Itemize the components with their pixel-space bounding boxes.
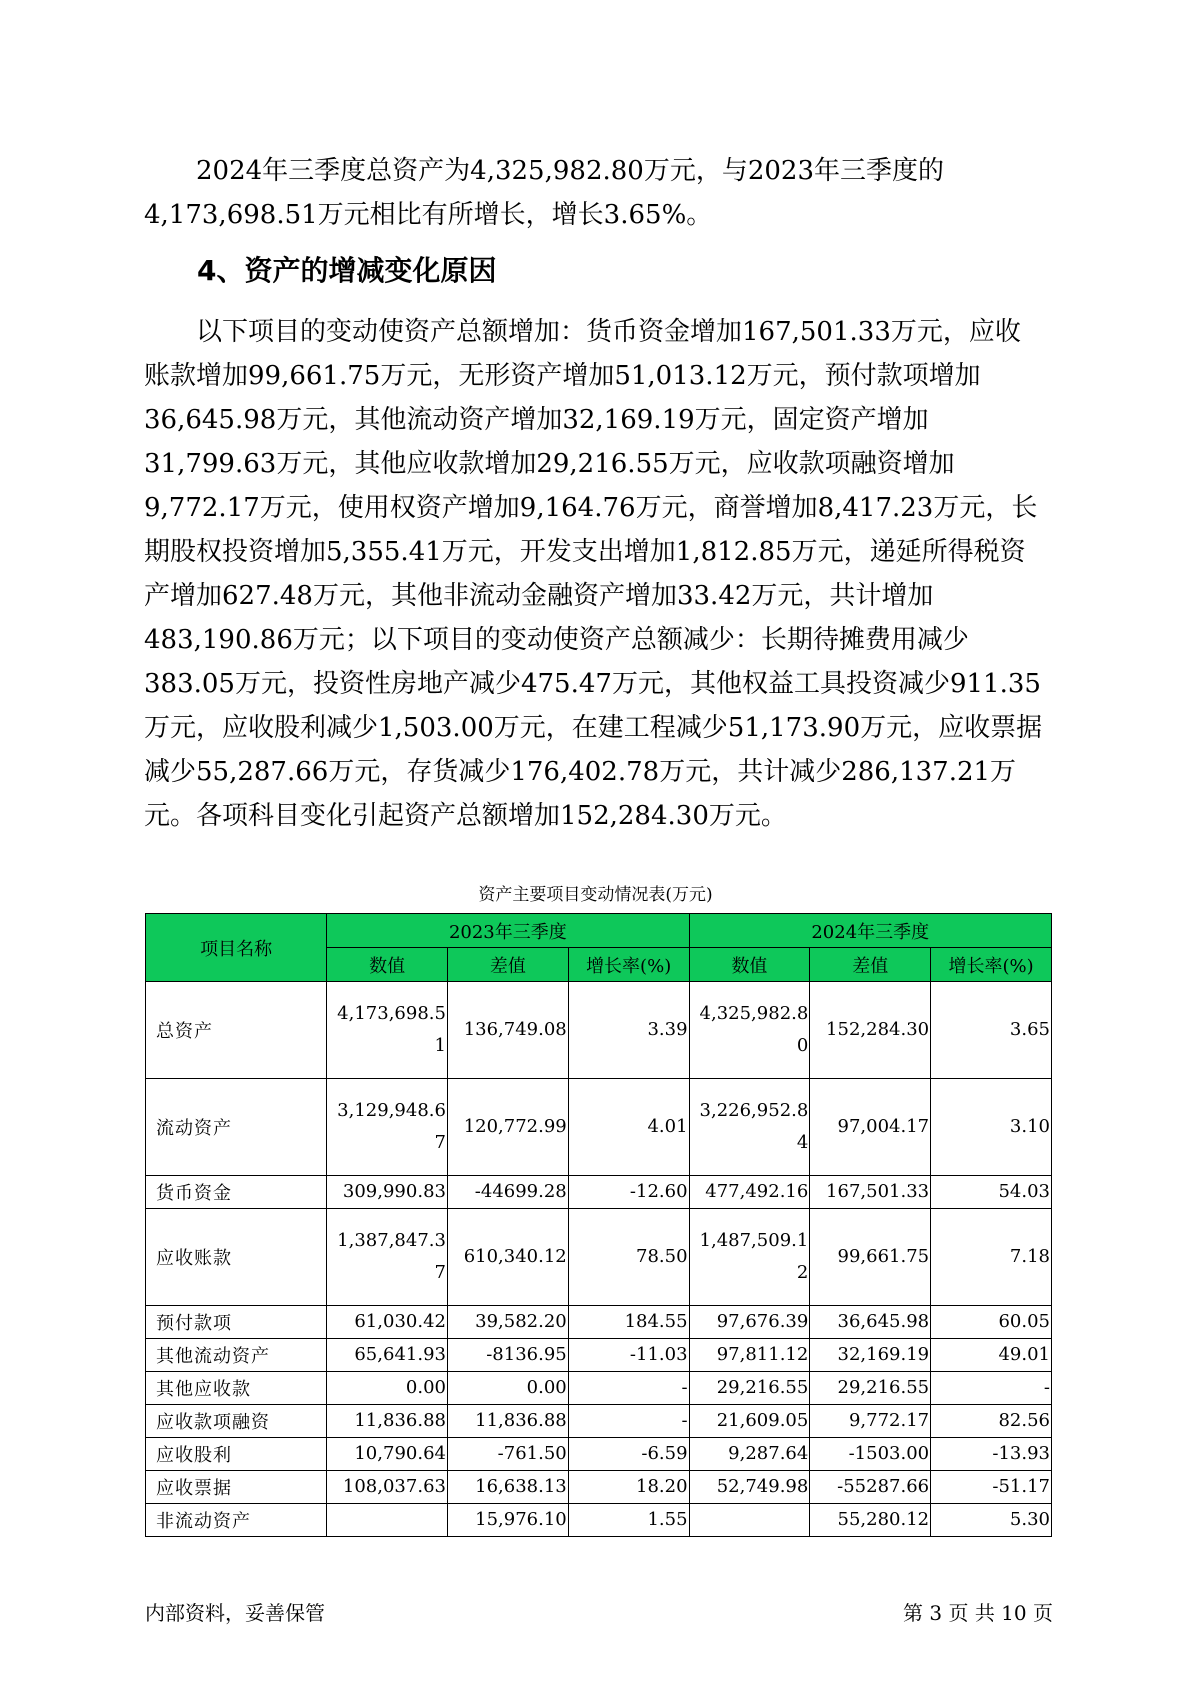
cell-rate-2023: -12.60: [568, 1176, 689, 1209]
header-value-2023: 数值: [327, 948, 448, 982]
cell-diff-2023: -8136.95: [447, 1339, 568, 1372]
cell-value-2023: 309,990.83: [327, 1176, 448, 1209]
cell-value-2024: 97,676.39: [689, 1306, 810, 1339]
table-row: [146, 1306, 1052, 1339]
cell-rate-2024: 82.56: [931, 1405, 1052, 1438]
table-row: [146, 1209, 1052, 1306]
asset-change-table: [145, 913, 1052, 1537]
cell-value-2023: 10,790.64: [327, 1438, 448, 1471]
paragraph-asset-changes-text: 以下项目的变动使资产总额增加：货币资金增加167,501.33万元，应收账款增加99,661.75万元，无形资产增加51,013.12万元，预付款项增加36,645.98万元，其他流动资产增加32,169.19万元，固定资产增加31,799.63万元，其他应收款增加29,216.55万元，应收款项融资增加9,772.17万元，使用权资产增加9,164.76万元，商誉增加8,417.23万元，长期股权投资增加5,355.41万元，开发支出增加1,812.85万元，递延所得税资产增加627.48万元，其他非流动金融资产增加33.42万元，共计增加483,190.86万元；以下项目的变动使资产总额减少：长期待摊费用减少383.05万元，投资性房地产减少475.47万元，其他权益工具投资减少911.35万元，应收股利减少1,503.00万元，在建工程减少51,173.90万元，应收票据减少55,287.66万元，存货减少176,402.78万元，共计减少286,137.21万元。各项科目变化引起资产总额增加152,284.30万元。: [144, 317, 1043, 831]
cell-rate-2023: 184.55: [568, 1306, 689, 1339]
cell-value-2024: 3,226,952.84: [689, 1079, 810, 1176]
table-row: [146, 1471, 1052, 1504]
cell-rate-2024: 3.10: [931, 1079, 1052, 1176]
cell-diff-2024: 29,216.55: [810, 1372, 931, 1405]
table-row: [146, 1372, 1052, 1405]
header-period-2024: 2024年三季度: [689, 914, 1051, 948]
cell-rate-2023: -11.03: [568, 1339, 689, 1372]
cell-value-2023: 0.00: [327, 1372, 448, 1405]
cell-rate-2024: 60.05: [931, 1306, 1052, 1339]
cell-diff-2024: 167,501.33: [810, 1176, 931, 1209]
cell-rate-2024: 49.01: [931, 1339, 1052, 1372]
paragraph-asset-changes: [144, 310, 1044, 838]
cell-value-2024: 9,287.64: [689, 1438, 810, 1471]
cell-rate-2024: 3.65: [931, 982, 1052, 1079]
cell-diff-2023: 16,638.13: [447, 1471, 568, 1504]
table-row: [146, 982, 1052, 1079]
cell-rate-2023: 1.55: [568, 1504, 689, 1537]
row-name: 非流动资产: [146, 1504, 327, 1537]
cell-value-2024: 52,749.98: [689, 1471, 810, 1504]
header-period-2023: 2023年三季度: [327, 914, 689, 948]
cell-value-2023: 4,173,698.51: [327, 982, 448, 1079]
footer-confidential-note: 内部资料，妥善保管: [145, 1601, 325, 1625]
cell-rate-2024: 5.30: [931, 1504, 1052, 1537]
paragraph-total-assets-text: 2024年三季度总资产为4,325,982.80万元，与2023年三季度的4,173,698.51万元相比有所增长，增长3.65%。: [144, 156, 945, 230]
cell-rate-2023: 18.20: [568, 1471, 689, 1504]
cell-value-2024: 21,609.05: [689, 1405, 810, 1438]
cell-value-2024: [689, 1504, 810, 1537]
paragraph-total-assets: [144, 149, 1044, 237]
cell-diff-2023: 15,976.10: [447, 1504, 568, 1537]
header-diff-2024: 差值: [810, 948, 931, 982]
cell-diff-2023: 120,772.99: [447, 1079, 568, 1176]
cell-value-2023: 65,641.93: [327, 1339, 448, 1372]
row-name: 应收账款: [146, 1209, 327, 1306]
table-row: [146, 1438, 1052, 1471]
cell-diff-2024: -1503.00: [810, 1438, 931, 1471]
row-name: 预付款项: [146, 1306, 327, 1339]
cell-diff-2023: -44699.28: [447, 1176, 568, 1209]
cell-value-2023: 61,030.42: [327, 1306, 448, 1339]
cell-diff-2023: -761.50: [447, 1438, 568, 1471]
cell-value-2024: 97,811.12: [689, 1339, 810, 1372]
header-value-2024: 数值: [689, 948, 810, 982]
header-diff-2023: 差值: [447, 948, 568, 982]
cell-diff-2023: 11,836.88: [447, 1405, 568, 1438]
row-name: 其他流动资产: [146, 1339, 327, 1372]
cell-rate-2024: -: [931, 1372, 1052, 1405]
cell-diff-2024: 32,169.19: [810, 1339, 931, 1372]
section-heading: 4、资产的增减变化原因: [197, 254, 497, 287]
table-row: [146, 1176, 1052, 1209]
cell-diff-2023: 610,340.12: [447, 1209, 568, 1306]
cell-rate-2023: -6.59: [568, 1438, 689, 1471]
cell-value-2024: 1,487,509.12: [689, 1209, 810, 1306]
cell-diff-2024: 152,284.30: [810, 982, 931, 1079]
cell-diff-2024: -55287.66: [810, 1471, 931, 1504]
row-name: 货币资金: [146, 1176, 327, 1209]
cell-value-2023: 3,129,948.67: [327, 1079, 448, 1176]
row-name: 应收票据: [146, 1471, 327, 1504]
cell-value-2024: 477,492.16: [689, 1176, 810, 1209]
table-row: [146, 1405, 1052, 1438]
header-rate-2023: 增长率(%): [568, 948, 689, 982]
cell-rate-2023: -: [568, 1405, 689, 1438]
row-name: 总资产: [146, 982, 327, 1079]
cell-diff-2023: 39,582.20: [447, 1306, 568, 1339]
cell-rate-2024: -51.17: [931, 1471, 1052, 1504]
cell-diff-2024: 97,004.17: [810, 1079, 931, 1176]
cell-rate-2023: 78.50: [568, 1209, 689, 1306]
cell-diff-2023: 0.00: [447, 1372, 568, 1405]
cell-diff-2024: 9,772.17: [810, 1405, 931, 1438]
cell-value-2023: [327, 1504, 448, 1537]
cell-value-2023: 108,037.63: [327, 1471, 448, 1504]
cell-value-2024: 29,216.55: [689, 1372, 810, 1405]
cell-rate-2023: 4.01: [568, 1079, 689, 1176]
cell-diff-2024: 36,645.98: [810, 1306, 931, 1339]
footer-page-number: 第 3 页 共 10 页: [903, 1601, 1053, 1625]
cell-diff-2023: 136,749.08: [447, 982, 568, 1079]
header-rate-2024: 增长率(%): [931, 948, 1052, 982]
cell-value-2023: 11,836.88: [327, 1405, 448, 1438]
row-name: 应收股利: [146, 1438, 327, 1471]
cell-rate-2024: -13.93: [931, 1438, 1052, 1471]
row-name: 应收款项融资: [146, 1405, 327, 1438]
cell-diff-2024: 55,280.12: [810, 1504, 931, 1537]
cell-rate-2023: 3.39: [568, 982, 689, 1079]
table-row: [146, 1504, 1052, 1537]
header-item-name: 项目名称: [146, 914, 327, 982]
cell-value-2024: 4,325,982.80: [689, 982, 810, 1079]
cell-rate-2023: -: [568, 1372, 689, 1405]
cell-rate-2024: 7.18: [931, 1209, 1052, 1306]
table-caption: 资产主要项目变动情况表(万元): [478, 885, 713, 905]
row-name: 其他应收款: [146, 1372, 327, 1405]
cell-rate-2024: 54.03: [931, 1176, 1052, 1209]
cell-value-2023: 1,387,847.37: [327, 1209, 448, 1306]
table-row: [146, 1339, 1052, 1372]
table-row: [146, 1079, 1052, 1176]
cell-diff-2024: 99,661.75: [810, 1209, 931, 1306]
row-name: 流动资产: [146, 1079, 327, 1176]
